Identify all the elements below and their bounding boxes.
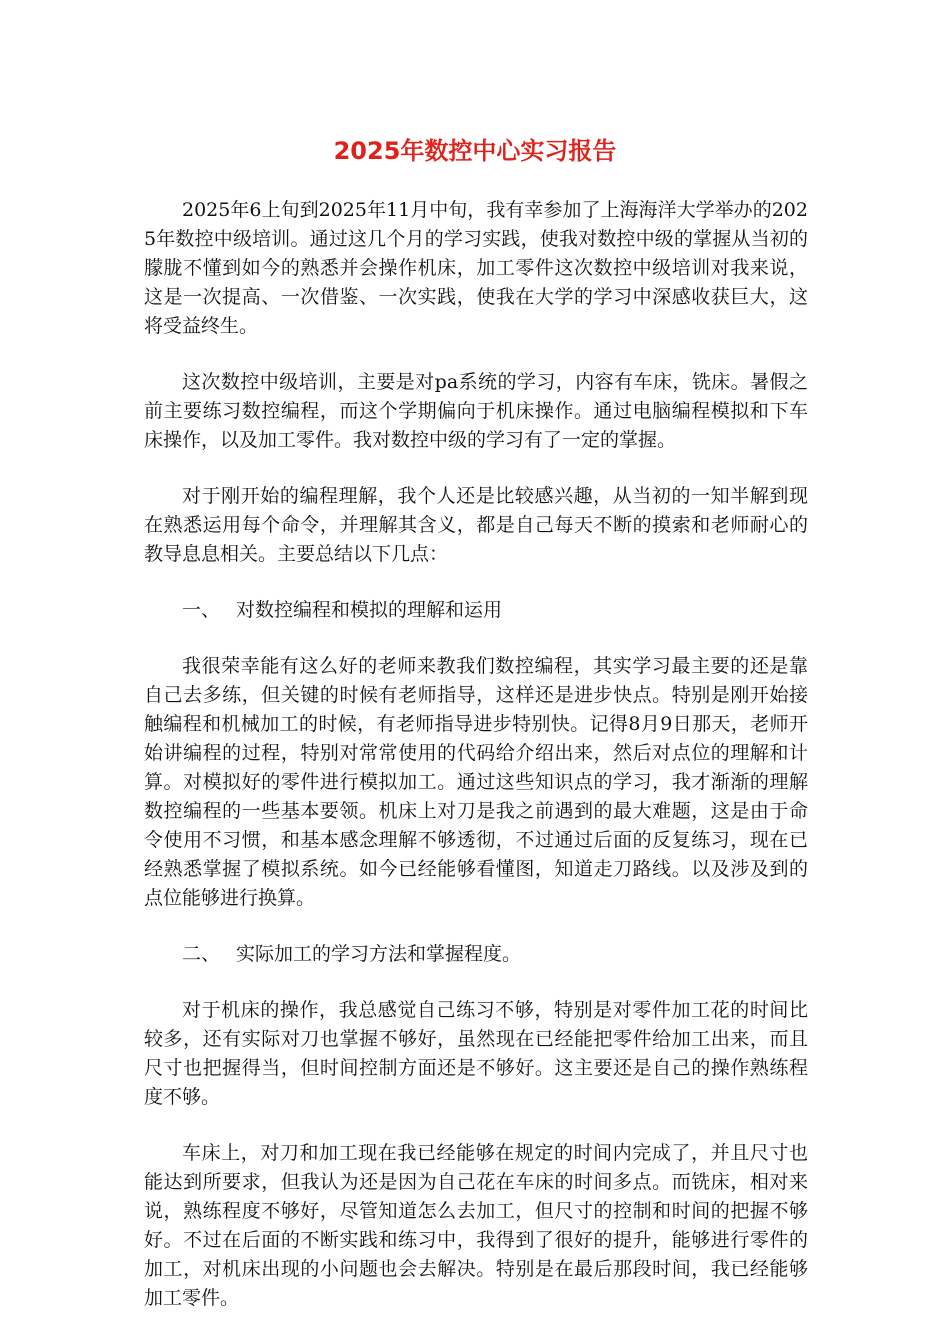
section-1-paragraph: 我很荣幸能有这么好的老师来教我们数控编程，其实学习最主要的还是靠自己去多练，但关键的时候有老师指导，这样还是进步快点。特别是刚开始接触编程和机械加工的时候，有老师指导进步特别快。记得8月9日那天，老师开始讲编程的过程，特别对常常使用的代码给介绍出来，然后对点位的理解和计算。对模拟好的零件进行模拟加工。通过这些知识点的学习，我才渐渐的理解数控编程的一些基本要领。机床上对刀是我之前遇到的最大难题，这是由于命令使用不习惯，和基本感念理解不够透彻，不过通过后面的反复练习，现在已经熟悉掌握了模拟系统。如今已经能够看懂图，知道走刀路线。以及涉及到的点位能够进行换算。 [144, 655, 808, 909]
section-2-heading [144, 940, 808, 969]
section-2-paragraph-1: 对于机床的操作，我总感觉自己练习不够，特别是对零件加工花的时间比较多，还有实际对刀也掌握不够好，虽然现在已经能把零件给加工出来，而且尺寸也把握得当，但时间控制方面还是不够好。这主要还是自己的操作熟练程度不够。 [144, 999, 808, 1108]
section-2-number: 二、 [182, 943, 221, 965]
programming-understanding-paragraph: 对于刚开始的编程理解，我个人还是比较感兴趣，从当初的一知半解到现在熟悉运用每个命令，并理解其含义，都是自己每天不断的摸索和老师耐心的教导息息相关。主要总结以下几点： [144, 485, 808, 565]
section-1-number: 一、 [182, 599, 221, 621]
document-body [144, 196, 808, 1340]
section-2-title: 实际加工的学习方法和掌握程度。 [236, 943, 522, 965]
document-title: 2025年数控中心实习报告 [333, 137, 617, 165]
training-content-paragraph: 这次数控中级培训，主要是对pa系统的学习，内容有车床，铣床。暑假之前主要练习数控编程，而这个学期偏向于机床操作。通过电脑编程模拟和下车床操作，以及加工零件。我对数控中级的学习有了一定的掌握。 [144, 371, 808, 451]
section-2-paragraph-2: 车床上，对刀和加工现在我已经能够在规定的时间内完成了，并且尺寸也能达到所要求，但我认为还是因为自己花在车床的时间多点。而铣床，相对来说，熟练程度不够好，尽管知道怎么去加工，但尺寸的控制和时间的把握不够好。不过在后面的不断实践和练习中，我得到了很好的提升，能够进行零件的加工，对机床出现的小问题也会去解决。特别是在最后那段时间，我已经能够加工零件。 [144, 1142, 808, 1309]
section-1-title: 对数控编程和模拟的理解和运用 [236, 599, 503, 621]
section-1-heading [144, 596, 808, 625]
intro-paragraph: 2025年6上旬到2025年11月中旬，我有幸参加了上海海洋大学举办的2025年数控中级培训。通过这几个月的学习实践，使我对数控中级的掌握从当初的朦胧不懂到如今的熟悉并会操作机床，加工零件这次数控中级培训对我来说，这是一次提高、一次借鉴、一次实践，使我在大学的学习中深感收获巨大，这将受益终生。 [144, 199, 808, 337]
